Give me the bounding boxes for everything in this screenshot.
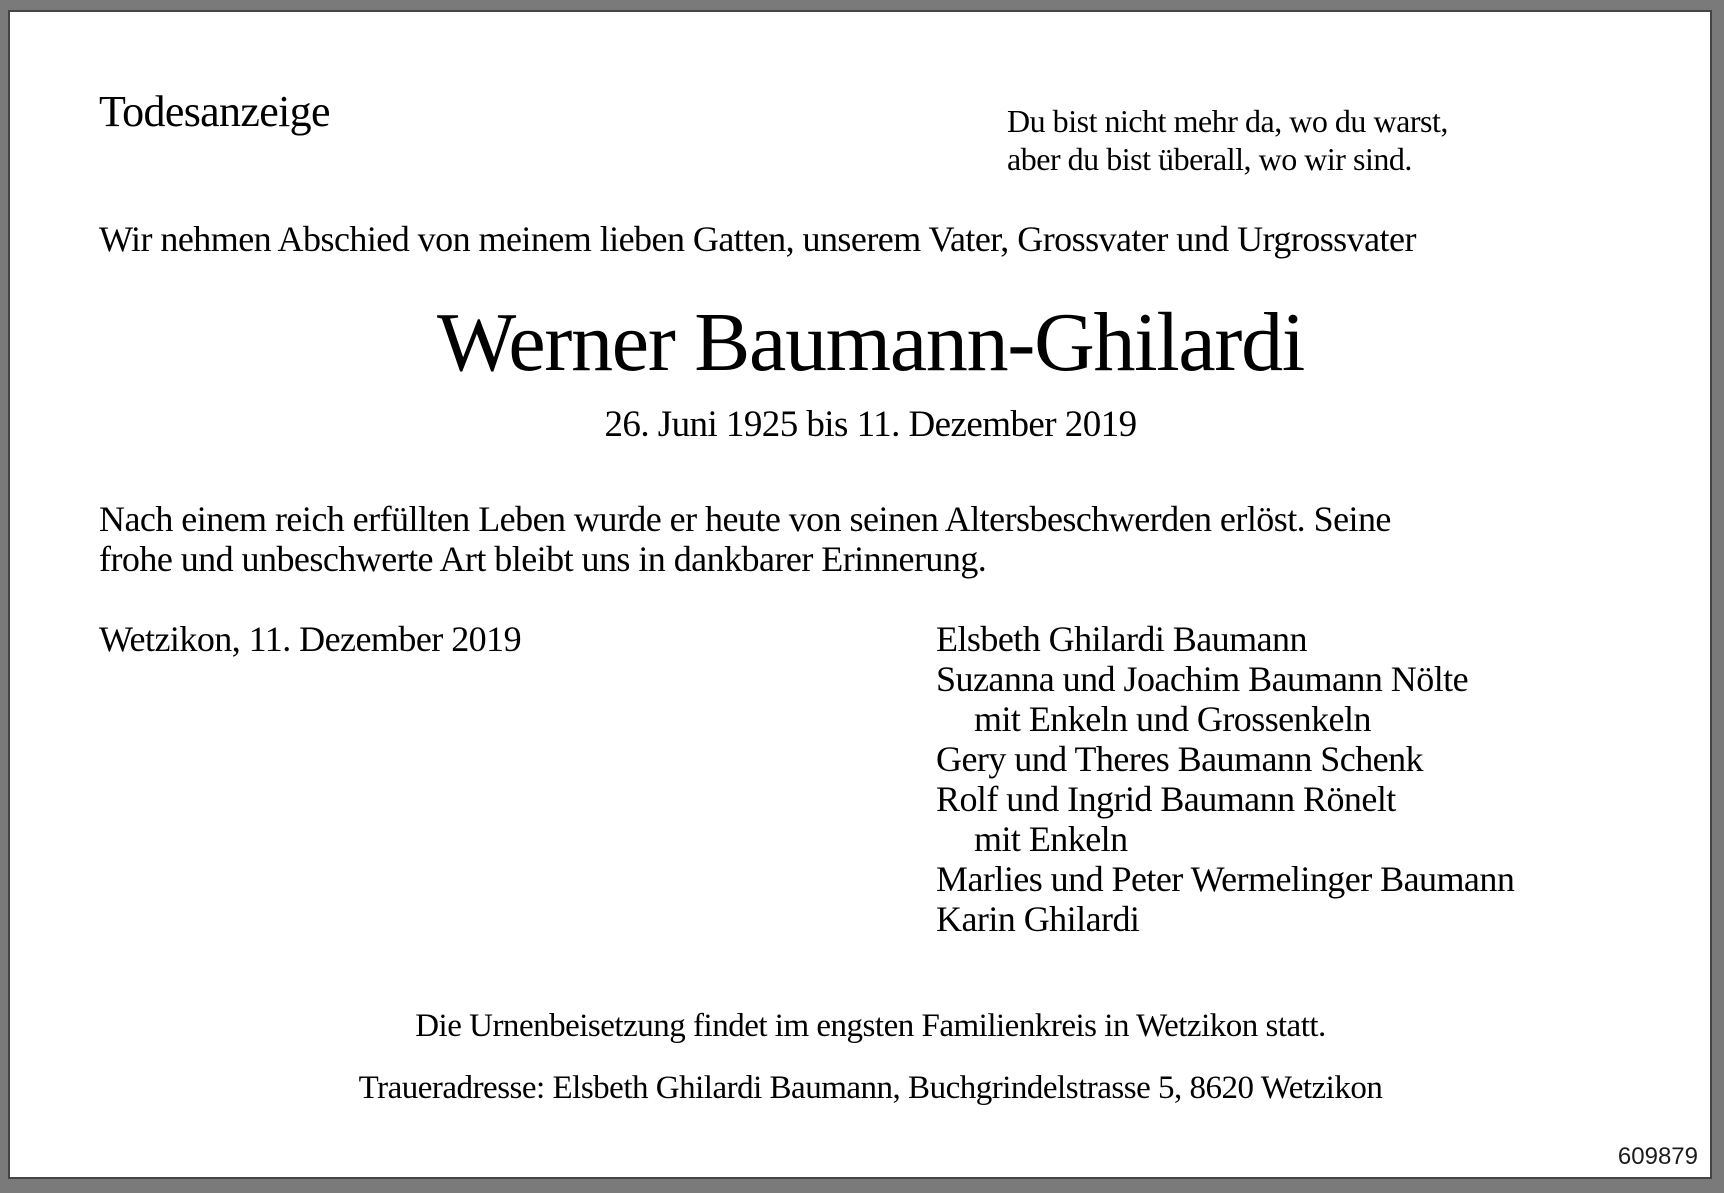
mourner-line: Gery und Theres Baumann Schenk: [936, 739, 1424, 779]
mourner-line-indented: mit Enkeln: [974, 819, 1128, 859]
intro-line: Wir nehmen Abschied von meinem lieben Gatten, unserem Vater, Grossvater und Urgrossvater: [99, 219, 1416, 259]
mourner-line: Marlies und Peter Wermelinger Baumann: [936, 859, 1515, 899]
mourner-line: Elsbeth Ghilardi Baumann: [936, 619, 1307, 659]
obituary-line-2: frohe und unbeschwerte Art bleibt uns in dankbarer Erinnerung.: [99, 539, 987, 579]
funeral-info: Die Urnenbeisetzung findet im engsten Familienkreis in Wetzikon statt.: [415, 1008, 1326, 1044]
mourning-address: Traueradresse: Elsbeth Ghilardi Baumann, Buchgrindelstrasse 5, 8620 Wetzikon: [358, 1070, 1383, 1106]
epigraph-line-1: Du bist nicht mehr da, wo du warst,: [1007, 103, 1448, 139]
place-date: Wetzikon, 11. Dezember 2019: [99, 619, 522, 659]
life-dates: 26. Juni 1925 bis 11. Dezember 2019: [604, 404, 1137, 445]
obituary-text: [99, 499, 1391, 579]
obituary-line-1: Nach einem reich erfüllten Leben wurde er heute von seinen Altersbeschwerden erlöst. Seine: [99, 499, 1391, 539]
epigraph: [1007, 102, 1448, 178]
mourner-line: Rolf und Ingrid Baumann Rönelt: [936, 779, 1396, 819]
mourner-line-indented: mit Enkeln und Grossenkeln: [974, 699, 1371, 739]
mourners-list: [936, 619, 1514, 939]
notice-id: 609879: [1617, 1143, 1698, 1170]
mourner-line: Suzanna und Joachim Baumann Nölte: [936, 659, 1469, 699]
mourner-line: Karin Ghilardi: [936, 899, 1140, 939]
notice-type-label: Todesanzeige: [99, 87, 330, 136]
epigraph-line-2: aber du bist überall, wo wir sind.: [1007, 141, 1412, 177]
deceased-name: Werner Baumann-Ghilardi: [437, 296, 1304, 389]
obituary-page: [8, 10, 1712, 1179]
